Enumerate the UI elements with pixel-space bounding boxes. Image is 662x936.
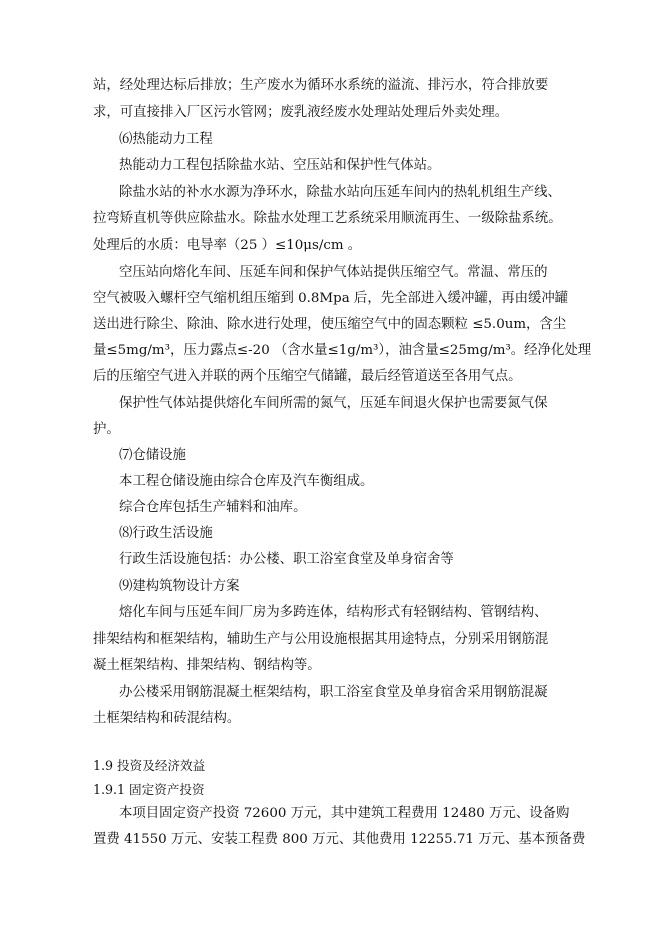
section-heading-7: ⑺仓储设施 [119, 448, 186, 463]
paragraph-line: 除盐水站的补水水源为净环水，除盐水站向压延车间内的热轧机组生产线、 [119, 185, 561, 200]
paragraph-line: 拉弯矫直机等供应除盐水。除盐水处理工艺系统采用顺流再生、一级除盐系统。 [93, 211, 562, 226]
paragraph-line: 站，经处理达标后排放；生产废水为循环水系统的溢流、排污水，符合排放要 [93, 78, 549, 93]
paragraph-line: 综合仓库包括生产辅料和油库。 [119, 500, 307, 515]
section-title-1-9: 1.9 投资及经济效益 [93, 758, 206, 773]
paragraph-line: 热能动力工程包括除盐水站、空压站和保护性气体站。 [119, 158, 441, 173]
paragraph-line: 护。 [93, 422, 120, 437]
paragraph-line: 后的压缩空气进入并联的两个压缩空气储罐，最后经管道送至各用气点。 [93, 369, 522, 384]
paragraph-line: 凝土框架结构、排架结构、钢结构等。 [93, 658, 321, 673]
paragraph-line: 土框架结构和砖混结构。 [93, 711, 241, 726]
paragraph-line: 处理后的水质：电导率（25 ）≤10μs/cm 。 [93, 238, 362, 253]
paragraph-line: 排架结构和框架结构，辅助生产与公用设施根据其用途特点，分别采用钢筋混 [93, 632, 549, 647]
paragraph-line: 空压站向熔化车间、压延车间和保护气体站提供压缩空气。常温、常压的 [119, 265, 548, 280]
paragraph-line: 量≤5mg/m³，压力露点≤-20 （含水量≤1g/m³），油含量≤25mg/m³。经净化处理 [93, 343, 592, 358]
paragraph-line: 办公楼采用钢筋混凝土框架结构，职工浴室食堂及单身宿舍采用钢筋混凝 [119, 685, 548, 700]
paragraph-line: 本项目固定资产投资 72600 万元，其中建筑工程费用 12480 万元、设备购 [119, 806, 570, 821]
paragraph-line: 行政生活设施包括：办公楼、职工浴室食堂及单身宿舍等 [119, 552, 454, 567]
section-heading-6: ⑹热能动力工程 [119, 132, 213, 147]
section-heading-8: ⑻行政生活设施 [119, 526, 213, 541]
section-title-1-9-1: 1.9.1 固定资产投资 [93, 782, 205, 797]
paragraph-line: 求，可直接排入厂区污水管网；废乳液经废水处理站处理后外卖处理。 [93, 105, 509, 120]
paragraph-line: 本工程仓储设施由综合仓库及汽车衡组成。 [119, 474, 374, 489]
paragraph-line: 送出进行除尘、除油、除水进行处理，使压缩空气中的固态颗粒 ≤5.0um，含尘 [93, 317, 567, 332]
paragraph-line: 空气被吸入螺杆空气缩机组压缩到 0.8Mpa 后，先全部进入缓冲罐，再由缓冲罐 [93, 291, 569, 306]
section-heading-9: ⑼建构筑物设计方案 [119, 579, 240, 594]
paragraph-line: 置费 41550 万元、安装工程费 800 万元、其他费用 12255.71 万元、基本预备费 [93, 832, 586, 847]
paragraph-line: 熔化车间与压延车间厂房为多跨连体，结构形式有轻钢结构、管钢结构、 [119, 605, 548, 620]
paragraph-line: 保护性气体站提供熔化车间所需的氮气，压延车间退火保护也需要氮气保 [119, 396, 548, 411]
